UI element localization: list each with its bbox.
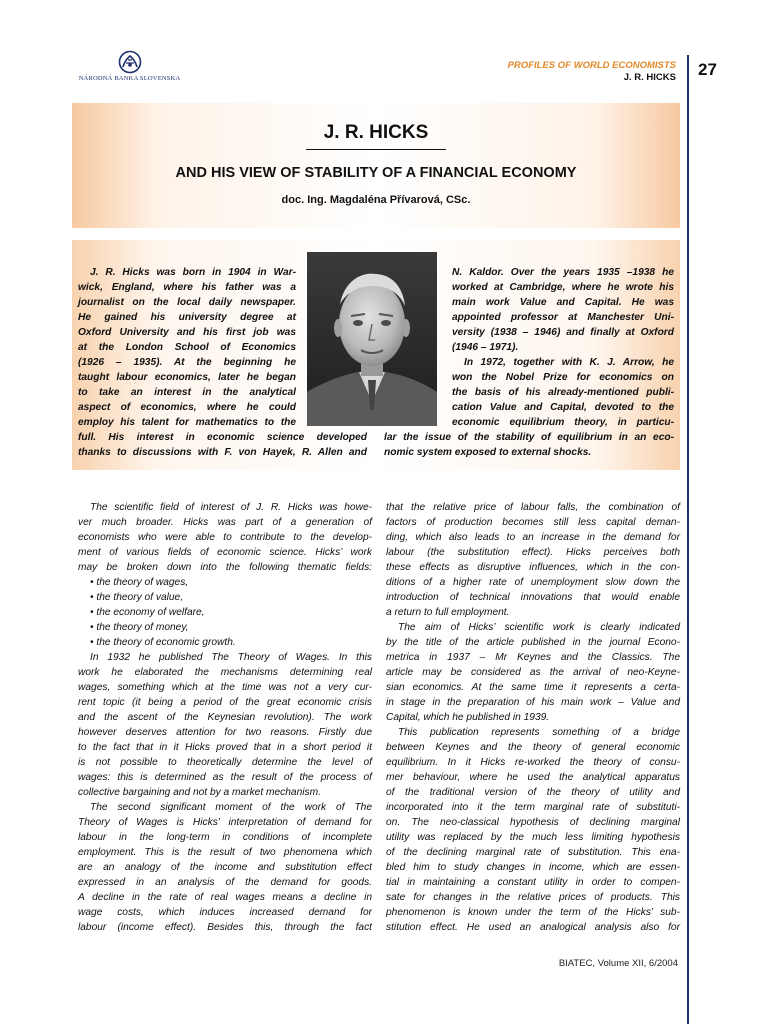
body-line: rent topic (it being a period of the great economic crisis	[78, 697, 372, 708]
body-line: ding, which also leads to an increase in the demand for	[386, 532, 680, 543]
abstract-line: economic equilibrium theory, in particu-	[452, 417, 674, 428]
body-line: This publication represents something of a bridge	[398, 727, 680, 738]
body-line: stitution effect. He used an analogical analysis also for	[386, 922, 680, 933]
page-number: 27	[698, 60, 717, 79]
abstract-line: worked at Cambridge, where he wrote his	[452, 282, 674, 293]
body-line: ditions of a higher rate of unemployment slow down the	[386, 577, 680, 588]
body-line: employment. This is the result of two phenomena which	[78, 847, 372, 858]
body-line: A decline in the rate of real wages means a decline in	[78, 892, 372, 903]
running-header	[508, 60, 676, 84]
article-subtitle: AND HIS VIEW OF STABILITY OF A FINANCIAL ECONOMY	[175, 165, 577, 181]
body-right-column	[386, 500, 680, 935]
title-block	[72, 103, 680, 228]
abstract-line: versity (1938 – 1946) and finally at Oxford	[452, 327, 674, 338]
body-line: sate for changes in the relative prices of products. This	[386, 892, 680, 903]
abstract-line: full. His interest in economic science developed	[78, 432, 367, 443]
list-item: • the theory of value,	[90, 592, 184, 603]
list-item: • the theory of wages,	[90, 577, 189, 588]
body-line: Capital, which he published in 1939.	[386, 712, 550, 723]
abstract-line: the basis of his already-mentioned publi-	[452, 387, 674, 398]
body-line: bled him to study changes in income, which are essen-	[386, 862, 680, 873]
abstract-line: Oxford University and his first job was	[78, 327, 296, 338]
list-item: • the theory of money,	[90, 622, 189, 633]
nbs-logo	[72, 50, 187, 82]
body-line: wages: this is determined as the result of the process of	[78, 772, 372, 783]
body-line: sian economics. At the same time it represents a certa-	[386, 682, 680, 693]
header-name: J. R. HICKS	[623, 72, 676, 83]
abstract-line: employ his talent for mathematics to the	[78, 417, 296, 428]
body-line: phenomenon is known under the term of the Hicks’ sub-	[386, 907, 680, 918]
abstract-line: (1946 – 1971).	[452, 342, 519, 353]
body-line: these effects as disruptive influences, which in the con-	[386, 562, 680, 573]
body-line: incorporated into it the term marginal rate of substituti-	[386, 802, 680, 813]
body-line: in stage in the preparation of his main work – Value and	[386, 697, 680, 708]
abstract-right-wide	[384, 430, 674, 460]
article-author: doc. Ing. Magdaléna Přívarová, CSc.	[281, 194, 471, 206]
abstract-left-wide	[78, 430, 367, 460]
abstract-line: wick, England, where his father was a	[78, 282, 296, 293]
page-margin-rule	[687, 55, 689, 1024]
body-line: ment of various fields of economic science. Hicks’ work	[78, 547, 372, 558]
list-item: • the economy of welfare,	[90, 607, 205, 618]
body-line: tial in maintaining a constant utility in order to compen-	[386, 877, 680, 888]
abstract-line: appointed professor at Manchester Uni-	[452, 312, 674, 323]
body-line: Theory of Wages is Hicks’ interpretation of demand for	[78, 817, 372, 828]
abstract-right-column	[452, 265, 674, 430]
body-line: wages, something which at the time was not a very cur-	[78, 682, 372, 693]
abstract-line: to take an interest in the analytical	[78, 387, 296, 398]
body-line: ver much broader. Hicks was part of a generation of	[78, 517, 372, 528]
portrait-photo	[307, 252, 437, 426]
logo-text: NÁRODNÁ BANKA SLOVENSKA	[78, 75, 181, 82]
abstract-line: journalist on the local daily newspaper.	[78, 297, 296, 308]
body-line: economists who were able to contribute to the develop-	[78, 532, 372, 543]
body-line: labour in the long-term in conditions of incomplete	[78, 832, 372, 843]
abstract-line: thanks to discussions with F. von Hayek, R. Allen and	[78, 447, 367, 458]
body-line: labour (income effect). Besides this, through the fact	[78, 922, 372, 933]
body-line: introduction of technical innovations that would enable	[386, 592, 680, 603]
body-line: mer behaviour, where he used the analytical apparatus	[386, 772, 680, 783]
abstract-line: at the London School of Economics	[78, 342, 296, 353]
abstract-line: lar the issue of the stability of equilibrium in an eco-	[384, 432, 674, 443]
body-left-column	[78, 500, 372, 935]
body-line: of the traditional version of the theory of utility and	[386, 787, 680, 798]
body-line: work he elaborated the mechanisms determining real	[78, 667, 372, 678]
body-line: however deserves attention for two reasons. Firstly due	[78, 727, 372, 738]
body-line: between Keynes and the theory of general economic	[386, 742, 680, 753]
body-line: are an analogy of the income and substitution effect	[78, 862, 372, 873]
body-line: metrica in 1937 – Mr Keynes and the Classics. The	[386, 652, 680, 663]
article-title: J. R. HICKS	[323, 122, 429, 143]
abstract-line: cation Value and Capital, devoted to the	[452, 402, 674, 413]
body-line: The second significant moment of the work of The	[90, 802, 372, 813]
abstract-line: In 1972, together with K. J. Arrow, he	[464, 357, 674, 368]
abstract-line: won the Nobel Prize for economics on	[452, 372, 674, 383]
abstract-line: main work Value and Capital. He was	[452, 297, 674, 308]
section-title: PROFILES OF WORLD ECONOMISTS	[507, 60, 676, 71]
body-line: is not possible to theoretically determine the level of	[78, 757, 372, 768]
body-line: a return to full employment.	[386, 607, 510, 618]
title-underline	[306, 149, 446, 150]
body-line: labour (the substitution effect). Hicks perceives both	[386, 547, 680, 558]
body-line: by the title of the article published in the journal Econo-	[386, 637, 680, 648]
body-line: equilibrium. In it Hicks re-worked the theory of consu-	[386, 757, 680, 768]
body-line: article may be considered as the arrival of neo-Keyne-	[386, 667, 680, 678]
abstract-line: He gained his university degree at	[78, 312, 296, 323]
body-line: factors of production becomes still less capital deman-	[386, 517, 680, 528]
body-line: expressed in an analysis of the demand for goods.	[78, 877, 372, 888]
abstract-line: nomic system exposed to external shocks.	[384, 447, 592, 458]
abstract-line: aspect of economics, where he could	[78, 402, 296, 413]
abstract-line: J. R. Hicks was born in 1904 in War-	[90, 267, 296, 278]
abstract-line: (1926 – 1935). At the beginning he	[78, 357, 296, 368]
body-line: and the ascent of the Keynesian revolution). The work	[78, 712, 372, 723]
body-line: to the fact that in it Hicks proved that in a short period it	[78, 742, 372, 753]
body-line: of the declining marginal rate of substitution. This ena-	[386, 847, 680, 858]
list-item: • the theory of economic growth.	[90, 637, 236, 648]
body-line: utility was replaced by the much less limiting hypothesis	[386, 832, 680, 843]
abstract-left-column	[78, 265, 296, 430]
abstract-line: taught labour economics, later he began	[78, 372, 296, 383]
body-line: collective bargaining and not by a market mechanism.	[78, 787, 321, 798]
body-line: In 1932 he published The Theory of Wages. In this	[90, 652, 372, 663]
body-line: on. The neo-classical hypothesis of declining marginal	[386, 817, 680, 828]
nbs-emblem-icon	[116, 50, 144, 74]
body-line: The aim of Hicks’ scientific work is clearly indicated	[398, 622, 680, 633]
body-line: wage costs, which induces increased demand for	[78, 907, 372, 918]
body-line: The scientific field of interest of J. R. Hicks was howe-	[90, 502, 372, 513]
abstract-line: N. Kaldor. Over the years 1935 –1938 he	[452, 267, 674, 278]
body-line: may be broken down into the following thematic fields:	[78, 562, 372, 573]
body-line: that the relative price of labour falls, the combination of	[386, 502, 680, 513]
footer-citation: BIATEC, Volume XII, 6/2004	[558, 958, 678, 969]
